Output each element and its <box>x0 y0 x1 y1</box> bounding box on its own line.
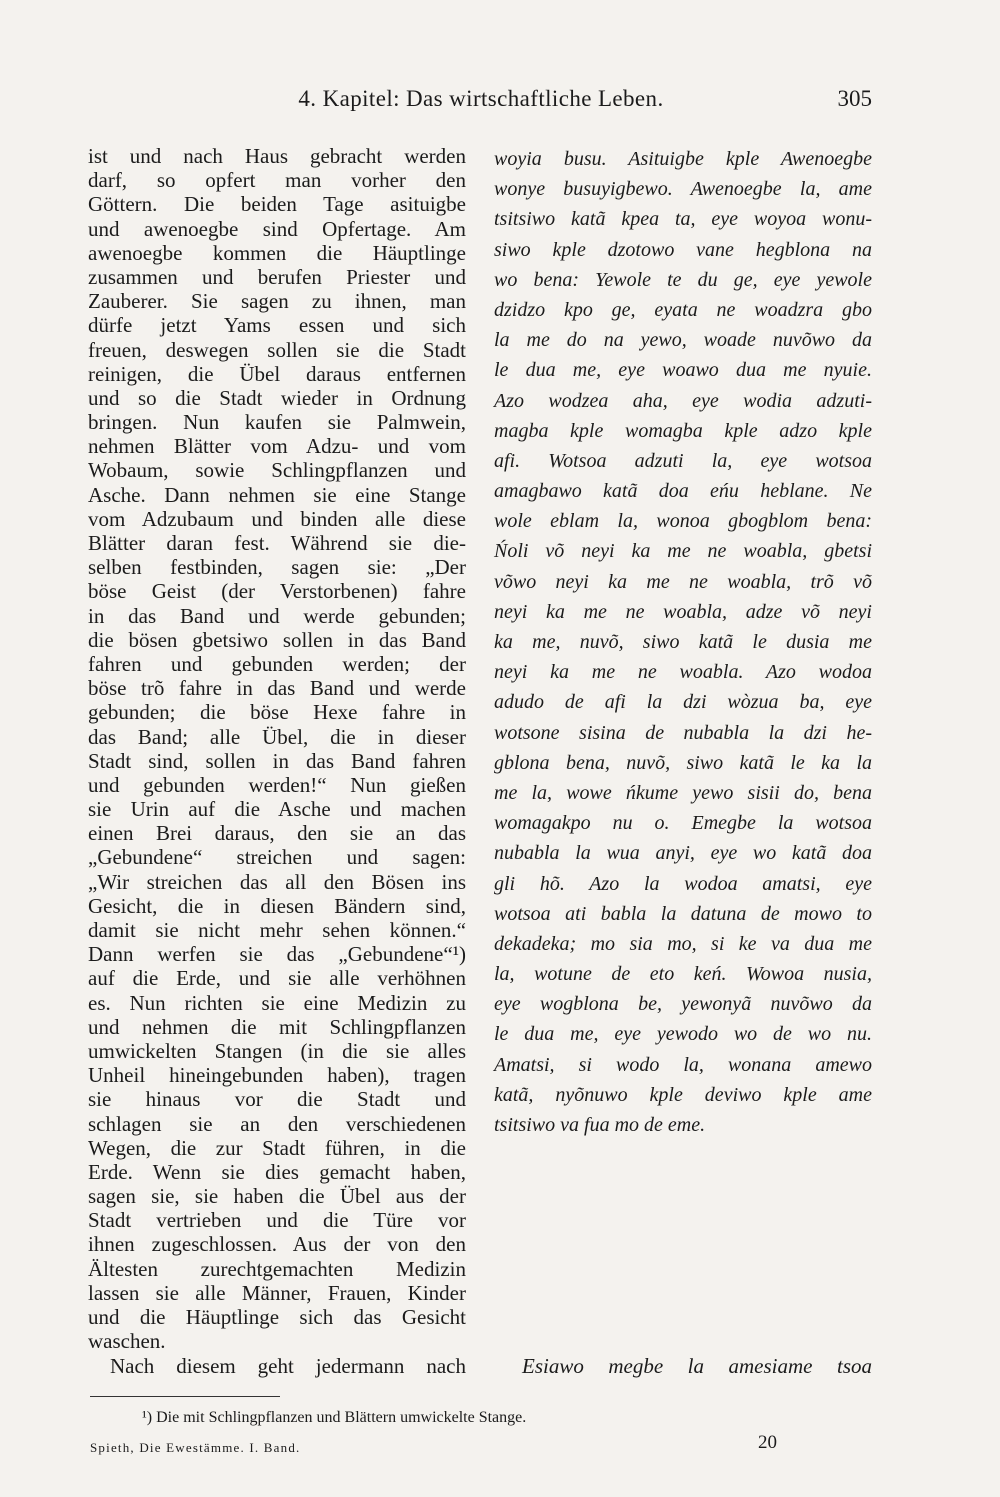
text-line: amagbawo katã doa eńu heblane. Ne <box>494 480 872 503</box>
text-line: tsitsiwo katã kpea ta, eye woyoa wonu- <box>494 208 872 231</box>
text-line: einen Brei daraus, den sie an das <box>88 821 466 846</box>
text-line: freuen, deswegen sollen sie die Stadt <box>88 337 466 362</box>
text-line: sie hinaus vor die Stadt und <box>88 1087 466 1112</box>
text-line: böse trõ fahre in das Band und werde <box>88 676 466 701</box>
text-line: woyia busu. Asituigbe kple Awenoegbe <box>494 148 872 170</box>
text-line: waschen. <box>88 1329 166 1354</box>
text-line: ka me, nuvõ, siwo katã le dusia me <box>494 631 872 653</box>
text-line: adudo de afi la dzi wòzua ba, eye <box>494 691 872 714</box>
text-line: Stadt sind, sollen in das Band fahren <box>88 748 466 773</box>
text-line: Erde. Wenn sie dies gemacht haben, <box>88 1159 466 1184</box>
text-line: wotsone sisina de nubabla la dzi he- <box>494 721 872 744</box>
footnote-text: Die mit Schlingpflanzen und Blättern umwickelte Stange. <box>156 1409 527 1426</box>
text-line: Zauberer. Sie sagen zu ihnen, man <box>88 289 466 314</box>
ewe-text-column <box>494 144 872 1140</box>
sheet-number: 20 <box>758 1432 777 1453</box>
text-line: „Wir streichen das all den Bösen ins <box>88 869 466 894</box>
text-line: Gesicht, die in diesen Bändern sind, <box>88 893 466 918</box>
text-line: Wegen, die zur Stadt führen, in die <box>88 1135 466 1160</box>
text-line: wo bena: Yewole te du ge, eye yewole <box>494 268 872 291</box>
text-line: Dann werfen sie das „Gebundene“¹) <box>88 942 466 967</box>
text-line: võwo neyi ka me ne woabla, trõ võ <box>494 570 872 593</box>
text-line: Göttern. Die beiden Tage asituigbe <box>88 192 466 217</box>
text-line: magba kple womagba kple adzo kple <box>494 419 872 442</box>
text-line: wotsoa ati babla la datuna de mowo to <box>494 902 872 925</box>
text-line: dzidzo kpo ge, eyata ne woadzra gbo <box>494 298 872 321</box>
text-line: Ältesten zurechtgemachten Medizin <box>88 1256 466 1281</box>
text-line: schlagen sie an den verschiedenen <box>88 1111 466 1136</box>
page-number: 305 <box>837 86 872 111</box>
text-line: das Band; alle Übel, die in dieser <box>88 724 466 749</box>
footnote-divider <box>90 1396 280 1397</box>
text-line: gblona bena, nuvõ, siwo katã le ka la <box>494 751 872 774</box>
text-line: la, wotune de eto keń. Wowoa nusia, <box>494 963 872 986</box>
text-line: womagakpo nu o. Emegbe la wotsoa <box>494 812 872 835</box>
text-line: vom Adzubaum und binden alle diese <box>88 506 466 531</box>
text-line: gebunden; die böse Hexe fahre in <box>88 700 466 725</box>
text-line: Blätter daran fest. Während sie die- <box>88 531 466 555</box>
text-line: Stadt vertrieben und die Türe vor <box>88 1208 466 1233</box>
text-line: afi. Wotsoa adzuti la, eye wotsoa <box>494 449 872 472</box>
text-line: die bösen gbetsiwo sollen in das Band <box>88 627 466 652</box>
text-line: fahren und gebunden werden; der <box>88 651 466 676</box>
text-line: und die Häuptlinge sich das Gesicht <box>88 1305 466 1329</box>
text-line: und gebunden werden!“ Nun gießen <box>88 772 466 797</box>
printer-signature: Spieth, Die Ewestämme. I. Band. <box>90 1440 301 1455</box>
text-line: sagen sie, sie haben die Übel aus der <box>88 1184 466 1209</box>
text-line: bringen. Nun kaufen sie Palmwein, <box>88 410 466 435</box>
text-line: in das Band und werde gebunden; <box>88 603 466 628</box>
footnote-marker: ¹) <box>142 1409 153 1426</box>
text-line: umwickelten Stangen (in die sie alles <box>88 1038 466 1063</box>
text-line: le dua me, eye yewodo wo de wo nu. <box>494 1023 872 1046</box>
text-line: Amatsi, si wodo la, wonana amewo <box>494 1053 872 1076</box>
text-line: und so die Stadt wieder in Ordnung <box>88 385 466 410</box>
text-line: es. Nun richten sie eine Medizin zu <box>88 990 466 1015</box>
german-text-column <box>88 144 466 1353</box>
text-line: dürfe jetzt Yams essen und sich <box>88 313 466 338</box>
text-line: katã, nyõnuwo kple deviwo kple ame <box>494 1083 872 1106</box>
text-line: reinigen, die Übel daraus entfernen <box>88 361 466 386</box>
text-line: dekadeka; mo sia mo, si ke va dua me <box>494 932 872 955</box>
text-line: sie Urin auf die Asche und machen <box>88 797 466 822</box>
text-line: auf die Erde, und sie alle verhöhnen <box>88 966 466 991</box>
text-line: Unheil hineingebunden haben), tragen <box>88 1063 466 1088</box>
text-line: böse Geist (der Verstorbenen) fahre <box>88 579 466 604</box>
text-line: Asche. Dann nehmen sie eine Stange <box>88 482 466 507</box>
text-line: wonye busuyigbewo. Awenoegbe la, ame <box>494 178 872 201</box>
text-line: le dua me, eye woawo dua me nyuie. <box>494 359 872 382</box>
german-paragraph-continuation: Nach diesem geht jedermann nach <box>110 1354 466 1378</box>
text-line: nehmen Blätter vom Adzu- und vom <box>88 434 466 459</box>
text-line: neyi ka me ne woabla, adze võ neyi <box>494 600 872 623</box>
text-line: me la, wowe ńkume yewo sisii do, bena <box>494 781 872 804</box>
running-title: 4. Kapitel: Das wirtschaftliche Leben. <box>298 86 664 111</box>
text-line: selben festbinden, sagen sie: „Der <box>88 555 466 580</box>
text-line: damit sie nicht mehr sehen können.“ <box>88 918 466 942</box>
ewe-paragraph-continuation: Esiawo megbe la amesiame tsoa <box>522 1354 872 1378</box>
text-line: zusammen und berufen Priester und <box>88 264 466 289</box>
text-line: darf, so opfert man vorher den <box>88 168 466 193</box>
text-line: neyi ka me ne woabla. Azo wodoa <box>494 661 872 684</box>
text-line: gli hõ. Azo la wodoa amatsi, eye <box>494 872 872 895</box>
text-line: Ńoli võ neyi ka me ne woabla, gbetsi <box>494 540 872 563</box>
text-line: Wobaum, sowie Schlingpflanzen und <box>88 458 466 483</box>
footnote <box>142 1409 526 1427</box>
text-line: nubabla la wua anyi, eye wo katã doa <box>494 842 872 865</box>
text-line: eye wogblona be, yewonyã nuvõwo da <box>494 993 872 1016</box>
text-line: tsitsiwo va fua mo de eme. <box>494 1114 706 1136</box>
text-line: awenoegbe kommen die Häuptlinge <box>88 240 466 265</box>
text-line: Azo wodzea aha, eye wodia adzuti- <box>494 389 872 412</box>
text-line: lassen sie alle Männer, Frauen, Kinder <box>88 1280 466 1305</box>
text-line: und nehmen die mit Schlingpflanzen <box>88 1014 466 1039</box>
running-header <box>90 86 872 116</box>
text-line: wole eblam la, wonoa gbogblom bena: <box>494 510 872 533</box>
text-line: und awenoegbe sind Opfertage. Am <box>88 216 466 241</box>
text-line: ist und nach Haus gebracht werden <box>88 144 466 168</box>
text-line: „Gebundene“ streichen und sagen: <box>88 845 466 870</box>
text-line: la me do na yewo, woade nuvõwo da <box>494 329 872 352</box>
text-line: ihnen zugeschlossen. Aus der von den <box>88 1232 466 1257</box>
text-line: siwo kple dzotowo vane hegblona na <box>494 238 872 261</box>
